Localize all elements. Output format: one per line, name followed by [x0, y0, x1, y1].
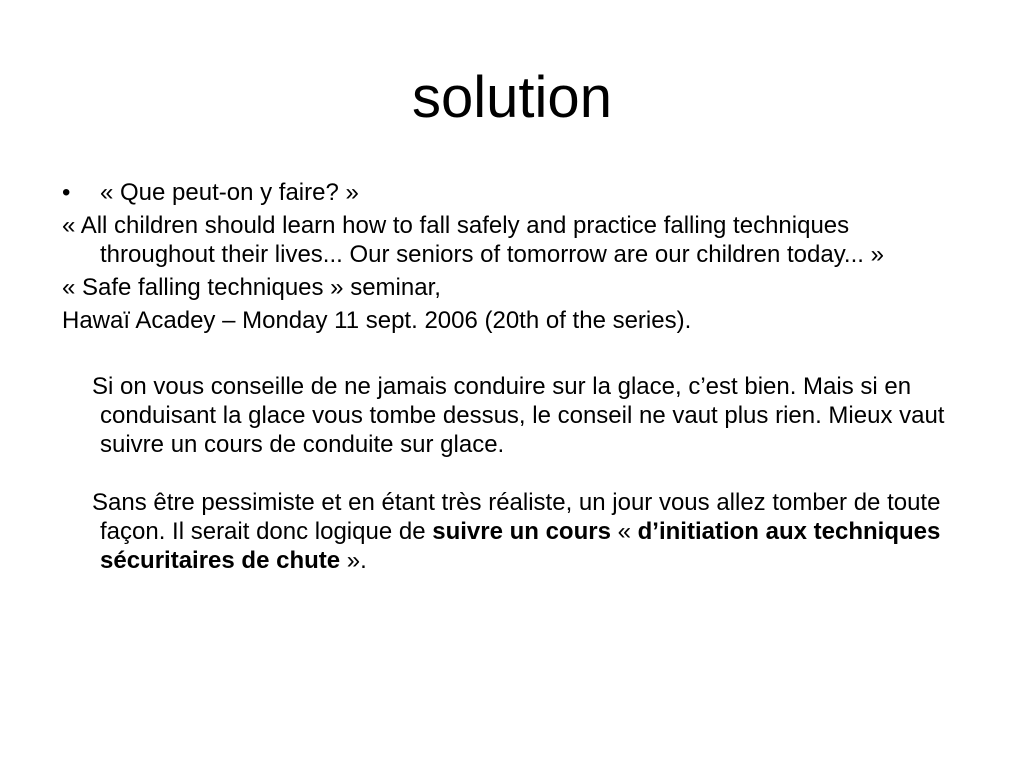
bullet-text: « Que peut-on y faire? »: [100, 179, 359, 206]
seminar-text: « Safe falling techniques » seminar,: [62, 274, 441, 301]
slide-body: [62, 178, 962, 575]
bullet-icon: •: [62, 179, 71, 206]
conclusion-bold-initiation: d’initiation aux techniques sécuritaires de chute: [100, 518, 941, 574]
bullet-item: [62, 178, 962, 207]
quote-text: « All children should learn how to fall safely and practice falling techniques throughout their lives... Our seniors of tomorrow are our children today... »: [62, 212, 884, 268]
conclusion-open-quote: «: [610, 518, 638, 545]
paragraph-conclusion: [62, 488, 962, 575]
paragraph-ice-driving: Si on vous conseille de ne jamais conduire sur la glace, c’est bien. Mais si en conduisant la glace vous tombe dessus, le conseil ne vaut plus rien. Mieux vaut suivre un cours de conduite sur glace.: [92, 373, 945, 458]
conclusion-lead: Sans être pessimiste et en étant très réaliste, un jour vous allez tomber de toute façon. Il serait donc logique de: [92, 489, 941, 545]
conclusion-tail: ».: [340, 547, 367, 574]
conclusion-bold-course: suivre un cours: [432, 518, 611, 545]
source-text: Hawaï Acadey – Monday 11 sept. 2006 (20th of the series).: [62, 307, 692, 334]
slide-title: solution: [412, 65, 612, 130]
